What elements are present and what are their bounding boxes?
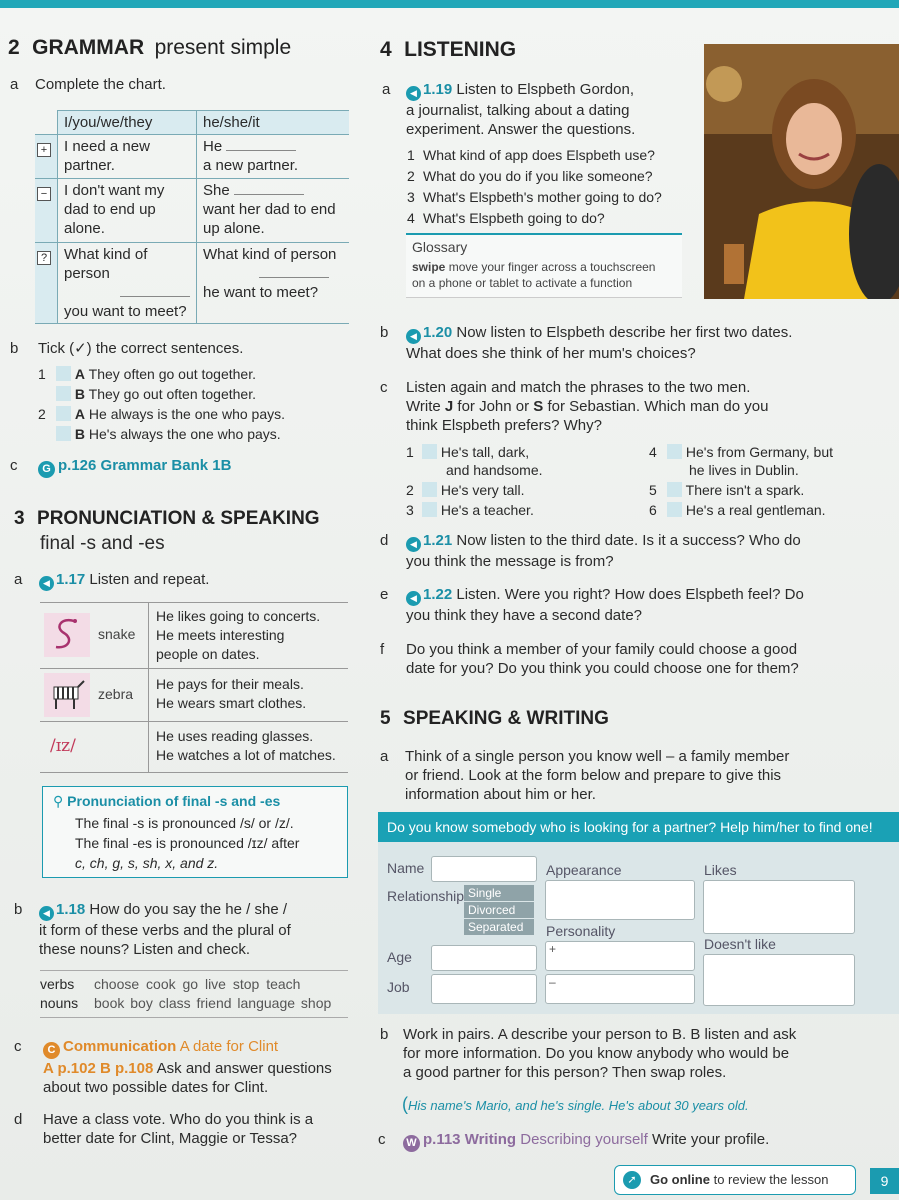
grammar-bank-icon: G: [38, 461, 55, 478]
chart-row: [35, 135, 349, 179]
question-item: [407, 145, 697, 166]
chart-sym-cell: [35, 135, 58, 179]
personality-label: Personality: [546, 923, 616, 939]
tick-item: [38, 365, 338, 385]
communication-subtitle: A date for Clint: [179, 1038, 279, 1055]
phonetic-symbol: /ɪz/: [50, 736, 76, 756]
chart-table: [35, 110, 349, 324]
exercise-4c: [380, 378, 880, 434]
zebra-icon: [44, 673, 90, 717]
question: What do you do if you like someone?: [423, 168, 653, 184]
cell-text: a new partner.: [203, 157, 299, 174]
audio-track: 1.17: [56, 571, 86, 588]
item-number: 3: [406, 502, 414, 518]
glossary-title: Glossary: [412, 239, 468, 255]
instruction: What does she think of her mum's choices?: [406, 345, 696, 362]
item-number: 1: [406, 444, 414, 460]
relationship-label: Relationship: [387, 888, 465, 904]
letter-j: J: [444, 398, 454, 415]
verb-list: choose cook go live stop teach: [94, 976, 301, 992]
instruction: Now listen to Elspbeth describe her first two dates.: [456, 324, 793, 341]
instruction: for John or: [453, 398, 534, 415]
reference: p.126 Grammar Bank 1B: [58, 457, 232, 474]
audio-track: 1.19: [423, 81, 453, 98]
phrase: There isn't a spark.: [685, 482, 805, 498]
instruction: it form of these verbs and the plural of: [39, 922, 291, 939]
section-4-heading: [380, 38, 516, 62]
option-divorced[interactable]: Divorced: [464, 902, 534, 918]
audio-track: 1.20: [423, 324, 453, 341]
instruction: information about him or her.: [405, 786, 596, 803]
divider: [148, 603, 149, 668]
question: What's Elspbeth's mother going to do?: [423, 189, 662, 205]
instruction: date for you? Do you think you could choose one for them?: [406, 660, 799, 677]
tip-line: The final -es is pronounced /ɪz/ after: [75, 835, 300, 851]
item-letter: d: [14, 1111, 23, 1128]
cell-text: What kind of person: [203, 246, 337, 263]
example-lines: [156, 607, 320, 664]
instruction: think Elspbeth prefers? Why?: [406, 417, 602, 434]
exercise-5b: [380, 1025, 880, 1081]
chart-cell: [197, 179, 350, 243]
sound-row: [40, 669, 348, 722]
example-line: people on dates.: [156, 646, 260, 662]
chart-row: [35, 243, 349, 324]
exercise-4e: [380, 585, 880, 624]
item-letter: c: [380, 379, 388, 396]
section-number: 2: [8, 36, 20, 59]
item-letter: c: [14, 1038, 22, 1055]
option-letter: A: [74, 366, 86, 382]
instruction-block: [43, 1037, 353, 1097]
instruction-block: [403, 1025, 883, 1082]
instruction: How do you say the he / she /: [89, 901, 287, 918]
name-field[interactable]: [431, 856, 537, 882]
glossary-entry: [412, 259, 655, 291]
answer-box[interactable]: [422, 482, 437, 497]
item-letter: a: [380, 748, 389, 765]
cell-text: want her dad to end up alone.: [203, 201, 336, 237]
item-number: 2: [406, 482, 414, 498]
minus-label: –: [549, 975, 556, 989]
word-lists: [40, 970, 348, 1018]
list-label: verbs: [40, 976, 75, 992]
instruction-block: [406, 640, 886, 678]
tick-box[interactable]: [56, 386, 71, 401]
item-letter: c: [378, 1131, 386, 1148]
job-label: Job: [387, 979, 410, 995]
item-letter: e: [380, 586, 389, 603]
section-number: 4: [380, 38, 392, 61]
communication-icon: C: [43, 1042, 60, 1059]
example-line: He pays for their meals.: [156, 676, 304, 692]
item-number: 3: [407, 189, 415, 205]
phrase: He's a real gentleman.: [685, 502, 826, 518]
item-number: 1: [407, 147, 415, 163]
cell-text: He: [203, 138, 223, 155]
instruction: you think they have a second date?: [406, 607, 643, 624]
tick-box[interactable]: [56, 426, 71, 441]
example-line: He watches a lot of matches.: [156, 747, 336, 763]
sound-row: [40, 603, 348, 669]
personality-plus-field[interactable]: [545, 941, 695, 971]
sentence: He's always the one who pays.: [88, 426, 281, 442]
example-speech: [402, 1094, 749, 1115]
doesnt-like-label: Doesn't like: [704, 936, 776, 952]
tip-title-row: [53, 793, 280, 810]
section-3-heading: [14, 508, 320, 530]
audio-track: 1.22: [423, 586, 453, 603]
item-letter: d: [380, 532, 389, 549]
sound-table: [40, 602, 348, 773]
answer-box[interactable]: [667, 482, 682, 497]
instruction: for more information. Do you know anybody who would be: [403, 1045, 790, 1062]
section-title: PRONUNCIATION & SPEAKING: [37, 508, 320, 529]
chart-corner: [35, 111, 58, 135]
answer-box[interactable]: [422, 502, 437, 517]
cursor-icon: ➚: [623, 1171, 641, 1189]
cell-text: What kind of person: [64, 246, 148, 282]
section-subtitle: present simple: [154, 36, 292, 59]
question-icon: ?: [37, 251, 51, 265]
cell-text: you want to meet?: [64, 303, 187, 320]
page-number: 9: [870, 1168, 899, 1194]
divider: [148, 669, 149, 721]
exercise-2c: [10, 456, 232, 475]
tip-line: c, ch, g, s, sh, x, and z.: [75, 855, 219, 871]
instruction: Tick (✓) the correct sentences.: [38, 340, 244, 357]
form-title: Do you know somebody who is looking for a partner? Help him/her to find one!: [387, 819, 873, 835]
item-number: 4: [649, 444, 657, 460]
section-subtitle: final -s and -es: [40, 533, 165, 554]
divider: [148, 722, 149, 772]
example-line: He meets interesting: [156, 627, 285, 643]
likes-field[interactable]: [703, 880, 855, 934]
tip-title: Pronunciation of final -s and -es: [67, 793, 281, 809]
chart-cell: I don't want my dad to end up alone.: [58, 179, 197, 243]
audio-icon[interactable]: ◀: [406, 537, 421, 552]
item-letter: b: [380, 324, 389, 341]
phrase: He's very tall.: [440, 482, 525, 498]
instruction-block: [39, 900, 349, 959]
chart-header: I/you/we/they: [58, 111, 197, 135]
glossary-definition: on a phone or tablet to activate a function: [412, 276, 633, 290]
chart-header-row: [35, 111, 349, 135]
option-letter: B: [74, 386, 86, 402]
exercise-3a: [14, 570, 210, 589]
age-label: Age: [387, 949, 412, 965]
item-letter: a: [382, 81, 391, 98]
phrase: he lives in Dublin.: [689, 462, 799, 478]
instruction-block: [406, 323, 886, 363]
phrase-item: [649, 501, 826, 519]
phrase-item: [406, 501, 534, 519]
section-number: 3: [14, 508, 25, 529]
blank-line[interactable]: [259, 277, 329, 278]
cell-text: She: [203, 182, 230, 199]
instruction: a journalist, talking about a dating: [406, 102, 630, 119]
speech-bubble-icon: (: [402, 1094, 408, 1114]
item-letter: b: [14, 901, 23, 918]
form-title-bar: [378, 812, 899, 842]
audio-icon[interactable]: ◀: [39, 576, 54, 591]
sentence: They often go out together.: [88, 366, 256, 382]
tip-text: [75, 813, 299, 873]
item-letter: b: [380, 1026, 389, 1043]
instruction: Ask and answer questions: [156, 1060, 332, 1077]
tick-item: [38, 425, 338, 445]
question-item: [407, 187, 697, 208]
noun-list: book boy class friend language shop: [94, 995, 332, 1011]
glossary-box: [406, 233, 682, 298]
exercise-4b: [380, 323, 880, 362]
example-lines: [156, 727, 336, 765]
exercise-2a: [10, 75, 166, 94]
item-letter: b: [10, 340, 19, 357]
instruction: these nouns? Listen and check.: [39, 941, 250, 958]
phrase: He's tall, dark,: [440, 444, 530, 460]
chart-cell: I need a new partner.: [58, 135, 197, 179]
instruction: Write: [406, 398, 445, 415]
instruction-block: [405, 747, 885, 804]
item-number: 5: [649, 482, 657, 498]
item-letter: c: [10, 457, 18, 474]
list-label: nouns: [40, 995, 79, 1011]
option-single[interactable]: Single: [464, 885, 534, 901]
minus-icon: −: [37, 187, 51, 201]
question: What's Elspbeth going to do?: [423, 210, 605, 226]
item-letter: a: [14, 571, 23, 588]
exercise-4d: [380, 531, 880, 570]
exercise-2b: [10, 339, 244, 358]
exercise-4f: [380, 640, 880, 677]
question-item: [407, 166, 697, 187]
exercise-5c: [378, 1130, 878, 1149]
exercise-3d: [14, 1110, 344, 1147]
audio-icon[interactable]: ◀: [406, 591, 421, 606]
snake-icon: [44, 613, 90, 657]
sentence: He always is the one who pays.: [88, 406, 286, 422]
audio-icon[interactable]: ◀: [406, 86, 421, 101]
woman-photo: [704, 44, 899, 299]
example-text: His name's Mario, and he's single. He's about 30 years old.: [408, 1098, 749, 1113]
question: What kind of app does Elspbeth use?: [423, 147, 655, 163]
section-title: SPEAKING & WRITING: [403, 708, 609, 729]
chart-cell: [58, 243, 197, 324]
chart-cell: [197, 135, 350, 179]
phrase: He's a teacher.: [440, 502, 534, 518]
example-line: He uses reading glasses.: [156, 728, 314, 744]
example-line: He wears smart clothes.: [156, 695, 307, 711]
partner-form: [378, 812, 899, 1014]
section-2-heading: [8, 36, 291, 60]
instruction: Complete the chart.: [35, 76, 166, 93]
item-number: 6: [649, 502, 657, 518]
letter-s: S: [533, 398, 544, 415]
instruction: a good partner for this person? Then swap roles.: [403, 1064, 727, 1081]
instruction: or friend. Look at the form below and prepare to give this: [405, 767, 782, 784]
page-refs[interactable]: A p.102 B p.108: [43, 1060, 154, 1077]
section-5-heading: [380, 708, 609, 730]
online-bold: Go online: [650, 1172, 710, 1187]
exercise-3c: [14, 1037, 344, 1096]
instruction: Think of a single person you know well – a family member: [405, 748, 790, 765]
grammar-bank-link[interactable]: [38, 456, 338, 478]
instruction: better date for Clint, Maggie or Tessa?: [43, 1130, 298, 1147]
phrase-item: [649, 481, 804, 499]
chart-sym-cell: [35, 243, 58, 324]
blank-line[interactable]: [120, 296, 190, 297]
sentence: They go out often together.: [88, 386, 256, 402]
item-number: 1: [38, 366, 46, 382]
section-title: LISTENING: [404, 38, 517, 61]
answer-box[interactable]: [667, 502, 682, 517]
audio-icon[interactable]: ◀: [39, 906, 54, 921]
instruction-block: [406, 585, 886, 625]
option-letter: A: [74, 406, 86, 422]
instruction: experiment. Answer the questions.: [406, 121, 636, 138]
instruction-block: [406, 531, 886, 571]
tick-item: [38, 385, 338, 405]
tip-line: The final -s is pronounced /s/ or /z/.: [75, 815, 294, 831]
instruction: Work in pairs. A describe your person to B. B listen and ask: [403, 1026, 797, 1043]
phrase-item: [406, 481, 524, 499]
instruction-block: [406, 378, 886, 435]
exercise-4a: [382, 80, 692, 138]
writing-ref[interactable]: p.113 Writing: [423, 1131, 517, 1148]
option-letter: B: [74, 426, 86, 442]
instruction: Listen and repeat.: [89, 571, 210, 588]
item-number: 4: [407, 210, 415, 226]
chart-row: [35, 179, 349, 243]
writing-icon: W: [403, 1135, 420, 1152]
appearance-field[interactable]: [545, 880, 695, 920]
online-text: to review the lesson: [713, 1172, 829, 1187]
doesnt-like-field[interactable]: [703, 954, 855, 1006]
plus-label: +: [549, 942, 557, 956]
glossary-definition: move your finger across a touchscreen: [448, 260, 656, 274]
phrase-item: [406, 443, 543, 479]
question-list: [407, 145, 697, 229]
item-number: 2: [38, 406, 46, 422]
example-line: He likes going to concerts.: [156, 608, 321, 624]
tick-box[interactable]: [56, 406, 71, 421]
instruction: Listen again and match the phrases to the two men.: [406, 379, 751, 396]
answer-box[interactable]: [422, 444, 437, 459]
phrase: He's from Germany, but: [685, 444, 834, 460]
answer-box[interactable]: [667, 444, 682, 459]
top-accent-bar: [0, 0, 899, 8]
job-field[interactable]: [431, 974, 537, 1004]
instruction: Listen to Elspbeth Gordon,: [456, 81, 634, 98]
blank-line[interactable]: [226, 150, 296, 151]
go-online-button[interactable]: [614, 1165, 856, 1195]
question-item: [407, 208, 697, 229]
relationship-options: [464, 885, 534, 935]
chart-sym-cell: [35, 179, 58, 243]
appearance-label: Appearance: [546, 862, 622, 878]
writing-subtitle: Describing yourself: [520, 1131, 648, 1148]
instruction: Listen. Were you right? How does Elspbeth feel? Do: [456, 586, 804, 603]
plus-icon: +: [37, 143, 51, 157]
name-label: Name: [387, 860, 425, 876]
exercise-5a: [380, 747, 880, 803]
age-field[interactable]: [431, 945, 537, 971]
personality-minus-field[interactable]: [545, 974, 695, 1004]
audio-icon[interactable]: ◀: [406, 329, 421, 344]
item-number: 2: [407, 168, 415, 184]
tick-item: [38, 405, 338, 425]
option-separated[interactable]: Separated: [464, 919, 534, 935]
instruction: for Sebastian. Which man do you: [543, 398, 769, 415]
phrase-item: [649, 443, 833, 479]
cell-text: he want to meet?: [203, 284, 319, 301]
sound-word: zebra: [98, 686, 134, 702]
phrase: and handsome.: [446, 462, 543, 478]
audio-track: 1.18: [56, 901, 86, 918]
chart-header: he/she/it: [197, 111, 350, 135]
instruction: about two possible dates for Clint.: [43, 1079, 269, 1096]
exercise-3b: [14, 900, 344, 958]
blank-line[interactable]: [234, 194, 304, 195]
example-lines: [156, 675, 306, 713]
section-number: 5: [380, 708, 391, 729]
instruction: Now listen to the third date. Is it a success? Who do: [456, 532, 801, 549]
pronunciation-tip-box: [42, 786, 348, 878]
chart-cell: [197, 243, 350, 324]
instruction: Write your profile.: [651, 1131, 770, 1148]
instruction-block: [43, 1110, 353, 1148]
item-letter: f: [380, 641, 385, 658]
magnifier-icon: ⚲: [53, 793, 64, 809]
tick-box[interactable]: [56, 366, 71, 381]
instruction: you think the message is from?: [406, 553, 614, 570]
glossary-word: swipe: [412, 260, 446, 274]
likes-label: Likes: [704, 862, 737, 878]
grammar-chart: [35, 110, 349, 324]
audio-track: 1.21: [423, 532, 453, 549]
instruction: Do you think a member of your family could choose a good: [406, 641, 798, 658]
instruction: Have a class vote. Who do you think is a: [43, 1111, 314, 1128]
sound-word: snake: [98, 626, 136, 642]
section-title: GRAMMAR: [32, 36, 145, 59]
communication-title: Communication: [63, 1038, 177, 1055]
instruction-block: [406, 80, 706, 139]
tick-list: [38, 365, 338, 445]
item-letter: a: [10, 76, 19, 93]
sound-row: [40, 722, 348, 773]
